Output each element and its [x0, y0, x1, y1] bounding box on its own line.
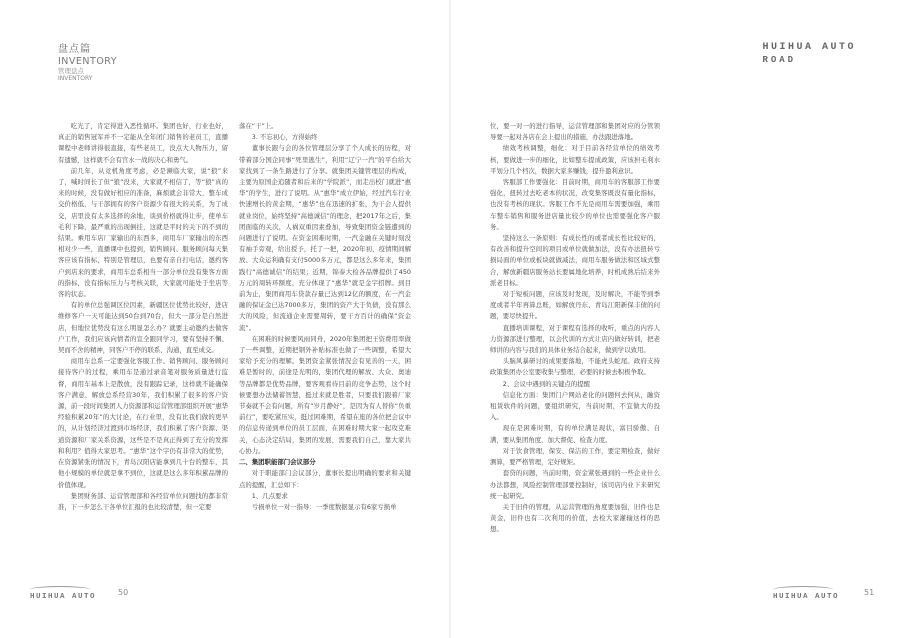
paragraph: 对于饮食管理，保安、保洁的工作，要定期检查，做好测算，要严格管理，定好规矩。	[490, 446, 660, 467]
logo-swoosh-icon	[773, 586, 833, 593]
paragraph: 前几年，从竞机角度考虑，必是濒临大家，说“狼”来了，喊时间长了但“狼”没来，大家就不相信了，等“狼”真的来的时候，没有做好相应的准备，麻烦就会非常大，整车成交价格低，与干部拥有的客户资源少有很大的关系，为了成交，店里没有太多选择的余地，谈到价格就得让步，使单车毛利下降，最严重的出现倒挂，这就是平时的关下的不到的结果。乘用车店厂家输出的东西多，商用车厂家输出的东西相对少一些，直播课中也提到，销售顾问、服务顾问每天集客应该有指标，特别是管理层，也要有亲自打电话，邀约客户到店来的要求，商用车总系相当一部分单位没有集客方面的指标，没有指标压力与考核关联，大家就可能处于坐店等客的状态。	[58, 166, 228, 299]
paragraph: 商用车总系一定要强化客服工作、销售顾问、服务顾问接待客户的过程，乘用车是通过录音笔对服务质量进行监督，商用车基本上是散放，没有跟踪记录，这样就不能确保客户满意，解放总系经营30年，我们积累了很多的客户资源，前一段时间集团人力资源部和运营管理部组织开展“惠华经验积累20年”的大讨论，在行业里，没有比我们做的更早的，从计划经济过渡到市场经济，我们积累了客户资源、渠道资源和厂家关系资源，这些是不是真正得到了充分的发挥和利用？值得大家思考。“惠华”这个字仍有非常大的优势，在资源紧张的情况下，青岛汉阳店能拿到几十台的整车，其他小规模的单位就是拿不到位，这就是这么多年积累品牌的价值体现。	[58, 357, 228, 489]
paragraph: 吃光了，肯定得进入恶性循环。集团也好，行业也好，真正的销售冠军并不一定能从全年闭门销售的老员工，直播课程中老师讲得很直接，有些老员工，没点大人物压力，留有遗憾，这样就不会有宫水一战的决心和勇气。	[58, 122, 228, 164]
page-number-right: 51	[864, 588, 875, 597]
paragraph: 3. 不忘初心，方得始终	[251, 133, 318, 142]
paragraph: 坚持这么一条原则：有成长性的或者成长性比较好的，有改善和提升空间的项目或单位就做加法，没有办法扭转亏损局面的单位或板块就做减法，商用车服务做法和区域式整合，解放新疆店服务站长要属地化培养，时机成熟后结来外派老目标。	[490, 234, 660, 287]
brand-line-1: HUIHUA AUTO	[762, 42, 856, 53]
page-number-left: 50	[118, 588, 129, 597]
section-subtitle-zh: 管理盘点	[58, 67, 84, 75]
paragraph: 1、几点要求	[251, 491, 288, 500]
paragraph: 亏损单位一对一指导：一季度数据显示有6家亏损单	[251, 502, 397, 511]
paragraph: 套贷的问题，当前时期，资金紧张遇到的一些企业什么办法都想，风险控制管理部要控制好，该司店内业下来研究统一起研究。	[490, 469, 660, 500]
brand-line-2: ROAD	[762, 55, 797, 65]
footer-logo-text: HUIHUA AUTO	[30, 593, 97, 601]
paragraph: 头脑风暴研讨的成果要落地，不能虎头蛇尾。政府支持政策集团办公室要收集与整理，必要的时候去积极争取。	[490, 357, 660, 377]
paragraph: 对于短板问题，应该及时发现，及时解决，不能等到季度或者半年再算总账，如解放丹东、青岛江阳新保丰债的问题，要尽快提升。	[490, 290, 660, 321]
paragraph: 有的单位总强调区位因素，新疆区位优势比较好，进店维修客户一天可能达到50台到70台，但大一部分是自然进店，但地位优势没有这么明显怎么办？就要主动邀约去做客户工作，我们应该向情者的宣全跟同学习，要有坚持不懈、契而不舍的精神，同客户不停的联系、沟通，直至成交。	[58, 301, 228, 355]
footer-logo-text: HUIHUA AUTO	[773, 593, 840, 601]
section-title-en: INVENTORY	[58, 56, 118, 67]
paragraph: 信息化方面：集团门户网站老化的问题何去何从，融资租赁软件的问题，要组织研究，当前时期，不宜做大的投入。	[490, 390, 660, 422]
section-subtitle-en: INVENTORY	[58, 75, 93, 82]
paragraph: 董事长跟与会的各位管理层分享了个人成长的历程，对带着部分国企同事“死里逃生”，利用“辽宁一汽”的平台给大家找到了一条生路进行了分享。就集团关键管理层的构成，主要为原国企追随者和后来的“学院派”，而走出校门就进“惠华”的学生，进行了说明。从“惠华”成立伊始，经过汽车行业快速增长的黄金期，“惠华”也在迅速的扩张，为干会人提供就业岗位，始终坚持“高德诚信”的理念，把2017年之后，集团面临的关次，人祸双重因素叠加，导致集团资金链遭到的问题进行了说明。在资金困难时期，一汽金融在关键时刻没有袖手旁观，给出授予，托了一把，2020年初，疫情期间解放、大众运利确有支付5000多万元，都是这么多年来，集团践行“高德诚信”的结果；近期，锦泰大检各品牌提供了450万元的周转环额度，充分体现了“惠华”就是金字招牌。到目前为止，集团商用车贷款存量已达到12亿的额度，在一汽金融的保证金已达7000多万，集团的资产大于负债，没有那么大的风险，但流通企业需要周转，要干方百计的确保“资金流”。	[239, 144, 411, 332]
paragraph: 落在“干”上。	[239, 122, 278, 130]
section-header	[58, 44, 117, 83]
footer-logo-left	[30, 588, 96, 601]
paragraph: 现在是困难时期，有的单位满足现状，富目骄傲、自满，要从集团角度，加大督促、检查力度。	[490, 424, 660, 444]
section-title-zh: 盘点篇	[58, 44, 91, 55]
paragraph: 二、集团职能部门会议部分	[239, 458, 316, 467]
logo-swoosh-icon	[30, 586, 90, 593]
paragraph: 客服部工作要强化：目前时期，商用车的客服部工作要强化，扭转过去吃老本的状况，改变集客既没有量化指标，也没有考核的现状。客服工作不光是商用车需要加强，乘用车整车销售和服务进店量比较少的单位也需要强化客户服务。	[490, 178, 660, 231]
left-column-1	[58, 121, 228, 513]
footer-logo-right	[773, 588, 839, 601]
right-page	[450, 0, 900, 638]
right-column-1	[490, 121, 660, 536]
left-column-2	[239, 121, 411, 513]
paragraph: 位，要一对一的进行指导，运营管理部和集团对应的分管领导要一起对各店在会上提出的措施，办法跟进落地。	[490, 122, 660, 142]
paragraph: 绩效考核调整，细化：对于目前各经营单位的绩效考核，要做进一步的细化，比如整车提成政策，应该担毛利水平划分几个档次，数据大家多赚钱，提升盈利意识。	[490, 144, 660, 175]
paragraph: 关于旧件的管理，从运营管理的角度要加强，旧件也是黄金，旧件也有二次利用的价值，去检大家灌输这样的思想。	[490, 502, 660, 534]
paragraph: 集团财务部、运营管理部和各经营单位问题找的都非常准，下一步怎么干各单位汇报的也比较清楚，但一定要	[58, 491, 228, 511]
paragraph: 在困难的时候要风雨同舟，2020年集团把王资费用率做了一些调整，近期把钢外补贴标准也做了一些调整，希望大家给予充分的理解。集团资金紧张情况会有见善的一天，困难是暂时的，前途是光明的，集团代理的解放、大众、奥迪等品牌都是优势品牌，要客观看待目前的竞争态势，这个时候要想办法储蓄智慧，挺过来就是胜者，只要我们跟着厂家节奏就不会有问题，所有“岁月静好”，是因为有人替你“负重前行”，要吃紧压实，挺过困难期，希望在座的各位把会议中的信息传递到单位的员工层面，在困难时期大家一起攻克难关，心态决定结局，集团的发展，需要我们自己，靠大家共心协力。	[239, 334, 411, 455]
brand-header	[762, 42, 856, 66]
paragraph: 对于职能部门会议部分，董事长提出明确的要求和关键点的提醒，汇总如下：	[239, 469, 411, 489]
paragraph: 直播培训课程，对于课程有选择的收听，重点的内容人力资源部进行整理，以会代训的方式让店内做好转训，把老师讲的内容与我们的具体业务结合起来，做到学以致用。	[490, 323, 660, 355]
paragraph: 2、会议中遇到的关键点的提醒	[502, 379, 590, 388]
